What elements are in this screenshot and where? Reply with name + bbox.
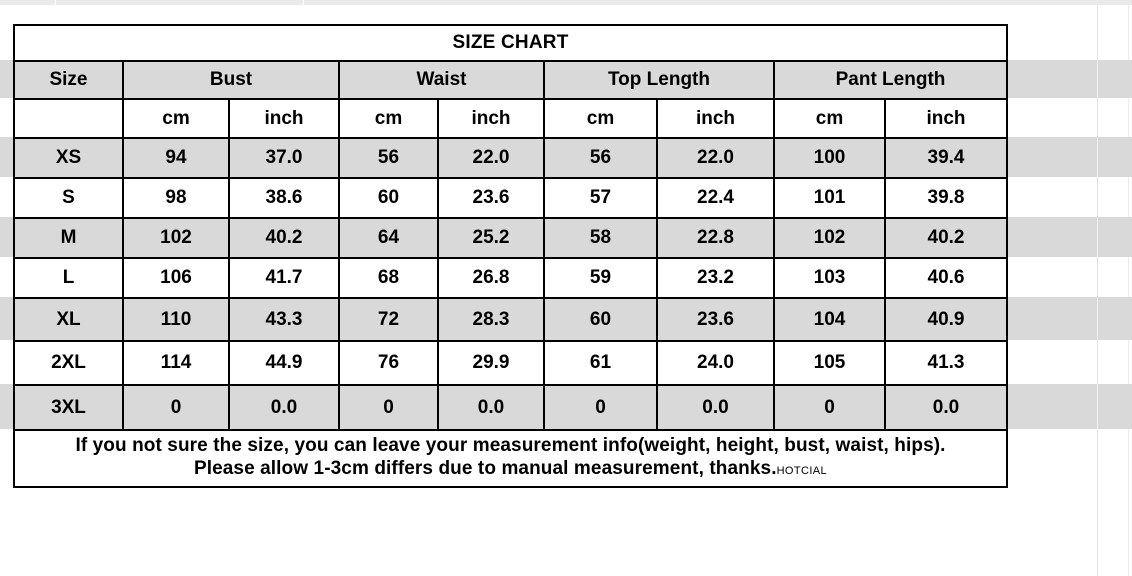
data-cell: 60 <box>544 298 657 341</box>
data-cell: 102 <box>774 218 885 258</box>
table-row-3xl <box>14 385 1007 430</box>
spreadsheet-gridline <box>1097 217 1098 257</box>
data-cell: 59 <box>544 258 657 298</box>
data-cell: 102 <box>123 218 229 258</box>
data-cell: 22.0 <box>438 138 544 178</box>
data-cell: 0.0 <box>885 385 1007 430</box>
data-cell: 100 <box>774 138 885 178</box>
spreadsheet-gridline <box>1097 384 1098 429</box>
data-cell: 41.3 <box>885 341 1007 385</box>
unit-cell-inch: inch <box>657 99 774 138</box>
data-cell: 39.4 <box>885 138 1007 178</box>
data-cell: 0.0 <box>657 385 774 430</box>
footer-note <box>14 430 1007 487</box>
unit-cell-cm: cm <box>123 99 229 138</box>
data-cell: 0 <box>544 385 657 430</box>
data-cell: 101 <box>774 178 885 218</box>
data-cell: 0 <box>123 385 229 430</box>
unit-cell-cm: cm <box>544 99 657 138</box>
data-cell: 103 <box>774 258 885 298</box>
data-cell: 56 <box>339 138 438 178</box>
data-cell: 41.7 <box>229 258 339 298</box>
data-cell: 110 <box>123 298 229 341</box>
data-cell: 61 <box>544 341 657 385</box>
data-cell: 39.8 <box>885 178 1007 218</box>
data-cell: 76 <box>339 341 438 385</box>
data-cell: 40.9 <box>885 298 1007 341</box>
table-row-2xl <box>14 341 1007 385</box>
data-cell: 68 <box>339 258 438 298</box>
table-row-xl <box>14 298 1007 341</box>
spreadsheet-gridline <box>1097 137 1098 177</box>
data-cell: 37.0 <box>229 138 339 178</box>
data-cell: 0.0 <box>229 385 339 430</box>
table-row-s <box>14 178 1007 218</box>
page-title: SIZE CHART <box>14 25 1007 61</box>
column-header-waist: Waist <box>339 61 544 99</box>
data-cell: 60 <box>339 178 438 218</box>
column-header-size: Size <box>14 61 123 99</box>
data-cell: 64 <box>339 218 438 258</box>
data-cell: 29.9 <box>438 341 544 385</box>
data-cell: 106 <box>123 258 229 298</box>
data-cell: 114 <box>123 341 229 385</box>
table-row-m <box>14 218 1007 258</box>
data-cell: 24.0 <box>657 341 774 385</box>
data-cell: 105 <box>774 341 885 385</box>
data-cell: 22.0 <box>657 138 774 178</box>
data-cell: 56 <box>544 138 657 178</box>
data-cell: 104 <box>774 298 885 341</box>
size-cell: L <box>14 258 123 298</box>
unit-row <box>14 99 1007 138</box>
data-cell: 58 <box>544 218 657 258</box>
header-row <box>14 61 1007 99</box>
spreadsheet-gridline <box>1097 297 1098 340</box>
unit-cell-inch: inch <box>885 99 1007 138</box>
unit-cell-inch: inch <box>229 99 339 138</box>
data-cell: 38.6 <box>229 178 339 218</box>
column-header-top-length: Top Length <box>544 61 774 99</box>
data-cell: 23.2 <box>657 258 774 298</box>
title-row <box>14 25 1007 61</box>
size-chart-table <box>13 24 1008 488</box>
footer-note-line1: If you not sure the size, you can leave your measurement info(weight, height, bust, waist, hips). <box>75 435 946 456</box>
brand-name: HOTCIAL <box>776 465 828 477</box>
data-cell: 26.8 <box>438 258 544 298</box>
data-cell: 43.3 <box>229 298 339 341</box>
data-cell: 40.6 <box>885 258 1007 298</box>
cell-separator <box>55 0 56 5</box>
data-cell: 98 <box>123 178 229 218</box>
data-cell: 25.2 <box>438 218 544 258</box>
cell-separator <box>303 0 304 5</box>
data-cell: 40.2 <box>229 218 339 258</box>
size-cell: XS <box>14 138 123 178</box>
data-cell: 0 <box>774 385 885 430</box>
data-cell: 57 <box>544 178 657 218</box>
column-header-bust: Bust <box>123 61 339 99</box>
size-cell: S <box>14 178 123 218</box>
data-cell: 0 <box>339 385 438 430</box>
unit-cell-inch: inch <box>438 99 544 138</box>
empty-cell <box>14 99 123 138</box>
data-cell: 23.6 <box>438 178 544 218</box>
data-cell: 0.0 <box>438 385 544 430</box>
data-cell: 23.6 <box>657 298 774 341</box>
data-cell: 72 <box>339 298 438 341</box>
unit-cell-cm: cm <box>774 99 885 138</box>
data-cell: 94 <box>123 138 229 178</box>
size-cell: M <box>14 218 123 258</box>
table-row-l <box>14 258 1007 298</box>
column-header-pant-length: Pant Length <box>774 61 1007 99</box>
size-cell: 3XL <box>14 385 123 430</box>
data-cell: 40.2 <box>885 218 1007 258</box>
size-cell: XL <box>14 298 123 341</box>
size-cell: 2XL <box>14 341 123 385</box>
data-cell: 22.8 <box>657 218 774 258</box>
table-row-xs <box>14 138 1007 178</box>
data-cell: 22.4 <box>657 178 774 218</box>
spreadsheet-gridline <box>1097 60 1098 98</box>
data-cell: 44.9 <box>229 341 339 385</box>
footer-note-line2: Please allow 1-3cm differs due to manual measurement, thanks.HOTCIAL <box>193 458 828 479</box>
footer-row <box>14 430 1007 487</box>
unit-cell-cm: cm <box>339 99 438 138</box>
data-cell: 28.3 <box>438 298 544 341</box>
top-row-strip <box>0 0 1132 5</box>
